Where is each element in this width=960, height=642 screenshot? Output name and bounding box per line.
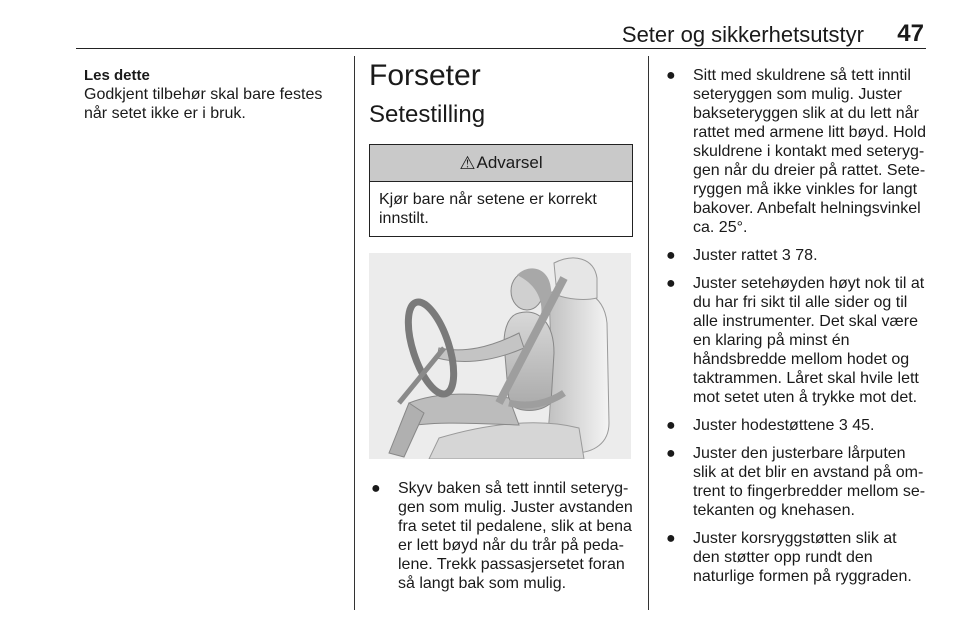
column-3 [664, 66, 926, 595]
bullet-icon: ● [666, 417, 676, 434]
list-item [369, 479, 633, 593]
column-divider [354, 56, 355, 610]
list-item [664, 274, 926, 407]
page-number: 47 [897, 20, 924, 47]
bullet-icon: ● [666, 275, 676, 292]
bullet-icon: ● [666, 247, 676, 264]
list-item-text: Juster hodestøttene 3 45. [693, 417, 875, 434]
warning-text: Kjør bare når setene er korrekt innstilt. [379, 191, 597, 227]
warning-triangle-icon: ⚠ [459, 152, 476, 173]
seated-driver-illustration [369, 253, 631, 459]
section-title: Seter og sikkerhetsutstyr [621, 22, 864, 47]
bullet-icon: ● [666, 445, 676, 462]
adjustment-list [369, 479, 633, 593]
warning-header [370, 145, 632, 182]
list-item [664, 416, 926, 435]
page-header [76, 0, 926, 49]
column-divider [648, 56, 649, 610]
list-item [664, 246, 926, 265]
list-item [664, 66, 926, 237]
column-2 [369, 58, 633, 602]
list-item-text: Juster rattet 3 78. [693, 247, 818, 264]
warning-box [369, 144, 633, 237]
list-item [664, 529, 926, 586]
bullet-icon: ● [371, 480, 381, 497]
seated-driver-illustration-svg [369, 253, 631, 459]
subsection-heading: Setestilling [369, 101, 486, 128]
list-item-text: Skyv baken så tett inntil seteryg-gen som mulig. Juster avstanden fra setet til pedalene, slik at bena er lett bøyd når du trår på peda-lene. Trekk passasjersetet foran så langt bak som mulig. [398, 480, 633, 592]
bullet-icon: ● [666, 530, 676, 547]
note-title: Les dette [84, 67, 150, 84]
adjustment-list [664, 66, 926, 586]
list-item-text: Sitt med skuldrene så tett inntil seteryggen som mulig. Juster bakseteryggen slik at du lett når rattet med armene litt bøyd. Hold skuldrene i kontakt med seteryg-gen når du dreier på rattet. Sete-ryggen må ikke vinkles for langt bakover. Anbefalt helningsvinkel ca. 25°. [693, 67, 926, 236]
column-1 [84, 66, 346, 123]
warning-title: Advarsel [476, 153, 543, 172]
section-heading: Forseter [369, 59, 481, 92]
list-item [664, 444, 926, 520]
note-text: Godkjent tilbehør skal bare festes når setet ikke er i bruk. [84, 86, 323, 122]
list-item-text: Juster korsryggstøtten slik at den støtter opp rundt den naturlige formen på ryggraden. [693, 530, 912, 585]
list-item-text: Juster setehøyden høyt nok til at du har fri sikt til alle sider og til alle instrumenter. Det skal være en klaring på minst én håndsbredde mellom hodet og taktrammen. Låret skal hvile lett mot setet uten å trykke mot det. [693, 275, 925, 406]
bullet-icon: ● [666, 67, 676, 84]
list-item-text: Juster den justerbare lårputen slik at det blir en avstand på om-trent to fingerbredder mellom se-tekanten og knehasen. [693, 445, 926, 519]
